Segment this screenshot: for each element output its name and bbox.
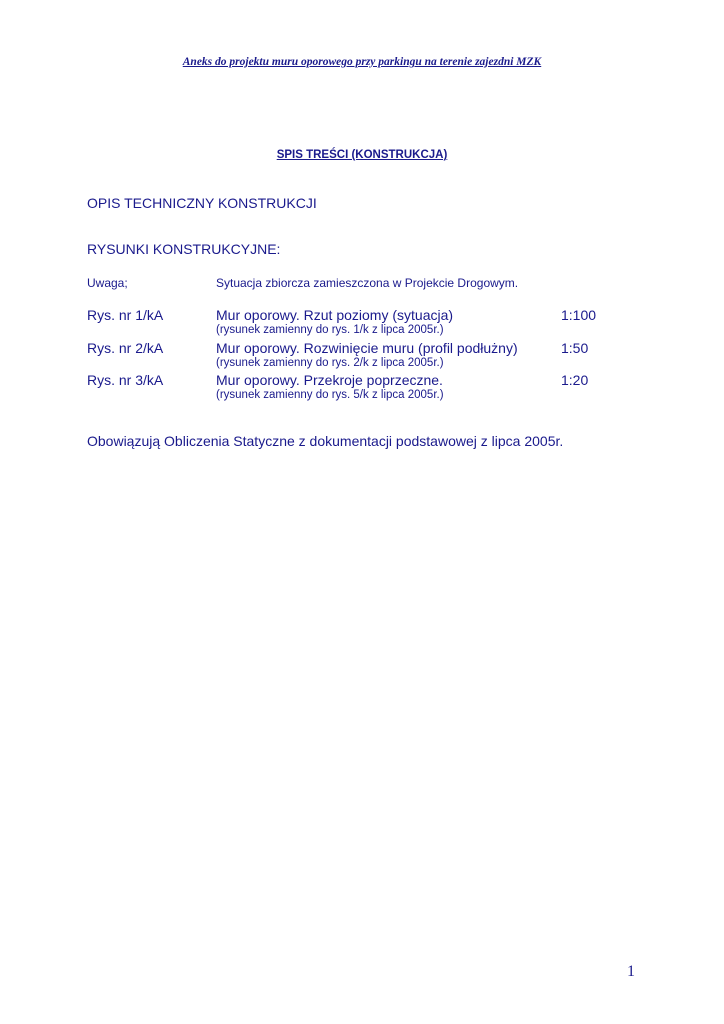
note-label: Uwaga; [87, 276, 128, 290]
drawing-title: Mur oporowy. Rzut poziomy (sytuacja) [216, 307, 454, 323]
drawing-note: (rysunek zamienny do rys. 2/k z lipca 2005r.) [216, 357, 444, 369]
document-header: Aneks do projektu muru oporowego przy parkingu na terenie zajezdni MZK [182, 56, 542, 68]
toc-title: SPIS TREŚCI (KONSTRUKCJA) [276, 149, 448, 161]
page-number: 1 [627, 963, 635, 980]
drawing-number: Rys. nr 3/kA [87, 372, 164, 388]
section-heading-rysunki: RYSUNKI KONSTRUKCYJNE: [87, 241, 281, 257]
note-text: Sytuacja zbiorcza zamieszczona w Projekcie Drogowym. [216, 276, 519, 290]
drawing-note: (rysunek zamienny do rys. 5/k z lipca 2005r.) [216, 389, 444, 401]
section-heading-opis: OPIS TECHNICZNY KONSTRUKCJI [87, 195, 317, 211]
drawing-scale: 1:100 [561, 307, 597, 323]
drawing-title: Mur oporowy. Rozwinięcie muru (profil podłużny) [216, 340, 518, 356]
drawing-title: Mur oporowy. Przekroje poprzeczne. [216, 372, 443, 388]
drawing-scale: 1:20 [561, 372, 589, 388]
drawing-number: Rys. nr 2/kA [87, 340, 164, 356]
statics-statement: Obowiązują Obliczenia Statyczne z dokumentacji podstawowej z lipca 2005r. [87, 433, 564, 449]
drawing-note: (rysunek zamienny do rys. 1/k z lipca 2005r.) [216, 324, 444, 336]
drawing-number: Rys. nr 1/kA [87, 307, 164, 323]
drawing-scale: 1:50 [561, 340, 589, 356]
